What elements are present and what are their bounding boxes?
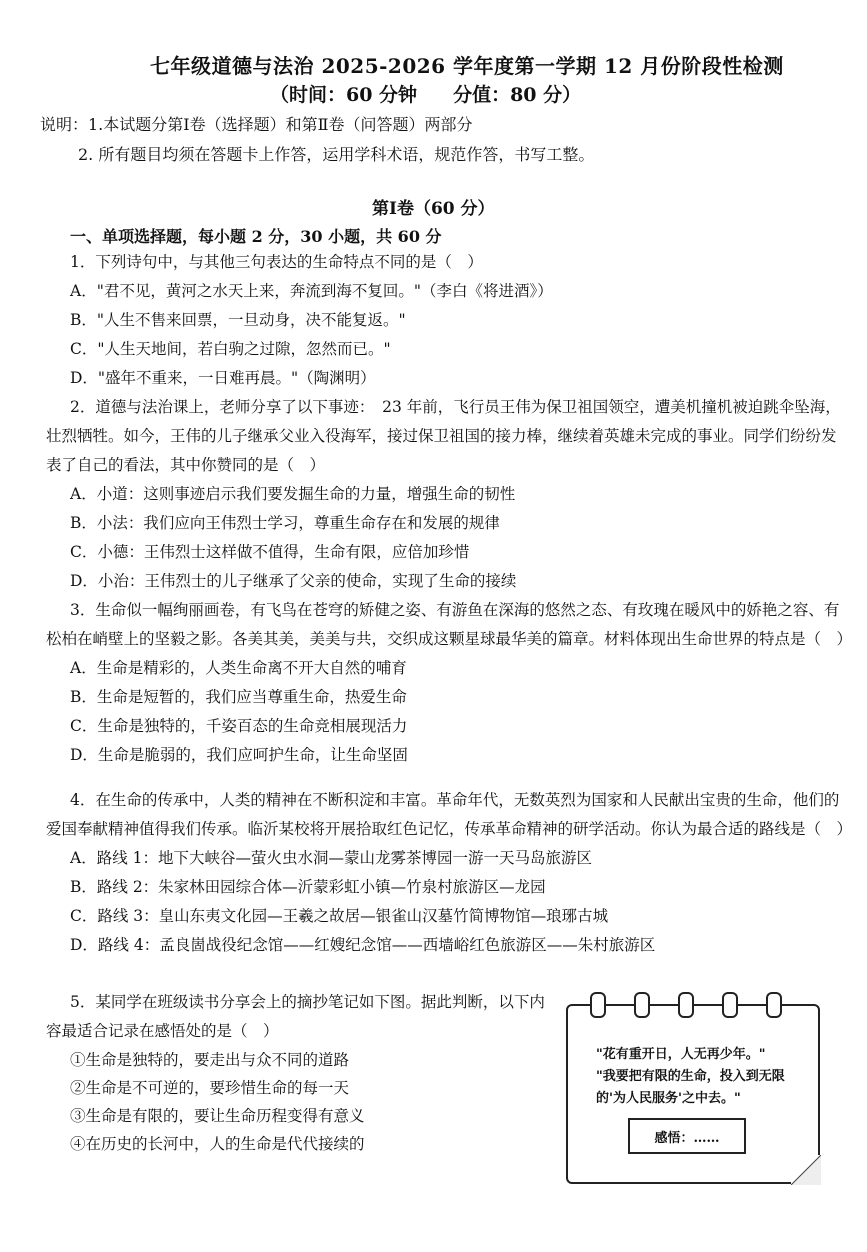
- notebook-ring-icon: [590, 992, 606, 1018]
- option-1: ①生命是独特的，要走出与众不同的道路: [70, 1051, 350, 1069]
- section-title: 第Ⅰ卷（60 分）: [372, 199, 495, 219]
- notebook-ring-icon: [678, 992, 694, 1018]
- option-b: B．小法：我们应向王伟烈士学习，尊重生命存在和发展的规律: [70, 514, 500, 532]
- option-d: D．生命是脆弱的，我们应呵护生命，让生命坚固: [70, 746, 408, 764]
- instruction-line-2: 2. 所有题目均须在答题卡上作答，运用学科术语，规范作答，书写工整。: [78, 145, 595, 164]
- option-c: C．小德：王伟烈士这样做不值得，生命有限，应倍加珍惜: [70, 543, 470, 561]
- question-1: [46, 248, 846, 393]
- option-a: A．生命是精彩的，人类生命离不开大自然的哺育: [70, 659, 407, 677]
- question-stem: 4．在生命的传承中，人类的精神在不断积淀和丰富。革命年代，无数英烈为国家和人民献出宝贵的生命，他们的爱国奉献精神值得我们传承。临沂某校将开展拾取红色记忆，传承革命精神的研学活动。你认为最合适的路线是（ ）: [46, 791, 853, 838]
- exam-score: 分值：80 分）: [453, 84, 582, 106]
- notebook-ring-icon: [634, 992, 650, 1018]
- insight-label: 感悟：……: [654, 1130, 720, 1146]
- quote-line-1: "花有重开日，人无再少年。": [596, 1047, 766, 1062]
- exam-title: 七年级道德与法治 2025-2026 学年度第一学期 12 月份阶段性检测: [150, 54, 784, 78]
- question-stem: 5．某同学在班级读书分享会上的摘抄笔记如下图。据此判断，以下内容最适合记录在感悟处的是（ ）: [46, 993, 545, 1040]
- exam-time: （时间：60 分钟: [270, 84, 418, 106]
- option-c: C．路线 3：皇山东夷文化园—王羲之故居—银雀山汉墓竹简博物馆—琅琊古城: [70, 907, 609, 925]
- question-4: [46, 786, 853, 960]
- notebook-ring-icon: [766, 992, 782, 1018]
- exam-subtitle: [270, 80, 581, 107]
- option-d: D．"盛年不重来，一日难再晨。"（陶渊明）: [70, 369, 376, 387]
- option-d: D．路线 4：孟良崮战役纪念馆——红嫂纪念馆——西墙峪红色旅游区——朱村旅游区: [70, 936, 656, 954]
- option-2: ②生命是不可逆的，要珍惜生命的每一天: [70, 1079, 350, 1097]
- page-curl-icon: [791, 1155, 821, 1185]
- question-stem: 1．下列诗句中，与其他三句表达的生命特点不同的是（ ）: [70, 253, 483, 271]
- insight-box: [628, 1118, 746, 1154]
- option-a: A．路线 1：地下大峡谷—萤火虫水洞—蒙山龙雾茶博园一游一天马岛旅游区: [70, 849, 592, 867]
- notebook-ring-icon: [722, 992, 738, 1018]
- notebook-quote: [596, 1044, 796, 1110]
- notebook-figure: [566, 1004, 820, 1184]
- question-3: [46, 596, 853, 770]
- question-5-stem: [46, 988, 546, 1046]
- option-a: A．"君不见，黄河之水天上来，奔流到海不复回。"（李白《将进酒》）: [70, 282, 553, 300]
- instruction-line-1: 说明：1.本试题分第Ⅰ卷（选择题）和第Ⅱ卷（问答题）两部分: [40, 115, 473, 134]
- option-b: B．"人生不售来回票，一旦动身，决不能复返。": [70, 311, 406, 329]
- quote-line-2: "我要把有限的生命，投入到无限的'为人民服务'之中去。": [596, 1069, 785, 1106]
- question-stem: 2．道德与法治课上，老师分享了以下事迹： 23 年前，飞行员王伟为保卫祖国领空，遭美机撞机被迫跳伞坠海，壮烈牺牲。如今，王伟的儿子继承父业入役海军，接过保卫祖国的接力棒，继续着英雄未完成的事业。同学们纷纷发表了自己的看法，其中你赞同的是（ ）: [46, 398, 841, 474]
- option-3: ③生命是有限的，要让生命历程变得有意义: [70, 1107, 365, 1125]
- question-2: [46, 393, 846, 596]
- option-b: B．路线 2：朱家林田园综合体—沂蒙彩虹小镇—竹泉村旅游区—龙园: [70, 878, 546, 896]
- option-c: C．"人生天地间，若白驹之过隙，忽然而已。": [70, 340, 391, 358]
- option-4: ④在历史的长河中，人的生命是代代接续的: [70, 1135, 365, 1153]
- option-d: D．小治：王伟烈士的儿子继承了父亲的使命，实现了生命的接续: [70, 572, 517, 590]
- option-c: C．生命是独特的，千姿百态的生命竞相展现活力: [70, 717, 408, 735]
- question-stem: 3．生命似一幅绚丽画卷，有飞鸟在苍穹的矫健之姿、有游鱼在深海的悠然之态、有玫瑰在暖风中的娇艳之容、有松柏在峭壁上的坚毅之影。各美其美，美美与共，交织成这颗星球最华美的篇章。材料体现出生命世界的特点是（ ）: [46, 601, 853, 648]
- option-b: B．生命是短暂的，我们应当尊重生命，热爱生命: [70, 688, 407, 706]
- question-5-options: [46, 1046, 365, 1158]
- option-a: A．小道：这则事迹启示我们要发掘生命的力量，增强生命的韧性: [70, 485, 516, 503]
- part-heading: 一、单项选择题，每小题 2 分，30 小题，共 60 分: [70, 227, 442, 246]
